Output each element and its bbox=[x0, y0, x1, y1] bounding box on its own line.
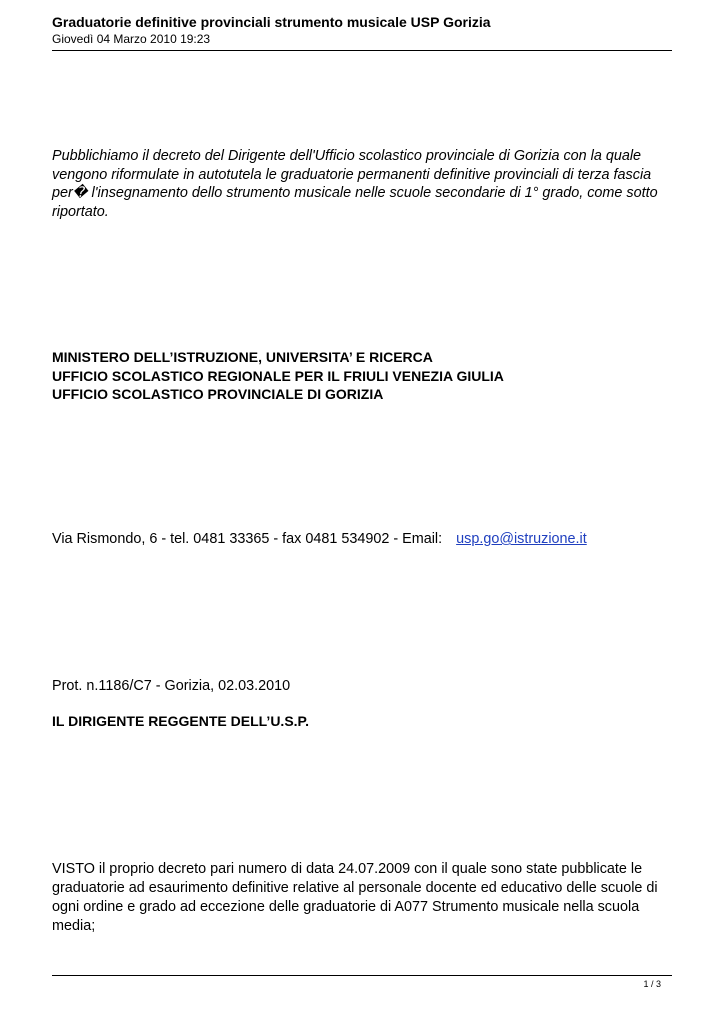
page-number: 1 / 3 bbox=[643, 979, 661, 989]
intro-paragraph: Pubblichiamo il decreto del Dirigente dell'Ufficio scolastico provinciale di Gorizia con la quale vengono riformulate in autotutela le graduatorie permanenti definitive provinciali di terza fascia per� l'insegnamento dello strumento musicale nelle scuole secondarie di 1° grado, come sotto riportato. bbox=[52, 148, 658, 220]
header-divider bbox=[52, 50, 672, 51]
ministry-line-1: MINISTERO DELL’ISTRUZIONE, UNIVERSITA’ E RICERCA bbox=[52, 349, 433, 365]
ministry-line-2: UFFICIO SCOLASTICO REGIONALE PER IL FRIULI VENEZIA GIULIA bbox=[52, 367, 504, 384]
ministry-line-3: UFFICIO SCOLASTICO PROVINCIALE DI GORIZIA bbox=[52, 386, 384, 402]
page-header-date: Giovedì 04 Marzo 2010 19:23 bbox=[52, 32, 211, 46]
protocol-line: Prot. n.1186/C7 - Gorizia, 02.03.2010 bbox=[52, 678, 291, 694]
contact-line bbox=[52, 531, 587, 547]
ministry-heading bbox=[52, 348, 504, 404]
visto-paragraph: VISTO il proprio decreto pari numero di data 24.07.2009 con il quale sono state pubblicate le graduatorie ad esaurimento definitive relative al personale docente ed educativo delle scuole di ogni ordine e grado ad eccezione delle graduatorie di A077 Strumento musicale nella scuola media; bbox=[52, 861, 658, 934]
email-link[interactable]: usp.go@istruzione.it bbox=[456, 531, 587, 547]
page-header-title: Graduatorie definitive provinciali strumento musicale USP Gorizia bbox=[52, 14, 491, 30]
footer-divider bbox=[52, 975, 672, 976]
contact-text: Via Rismondo, 6 - tel. 0481 33365 - fax 0481 534902 - Email: bbox=[52, 531, 443, 547]
dirigente-heading: IL DIRIGENTE REGGENTE DELL’U.S.P. bbox=[52, 713, 309, 729]
